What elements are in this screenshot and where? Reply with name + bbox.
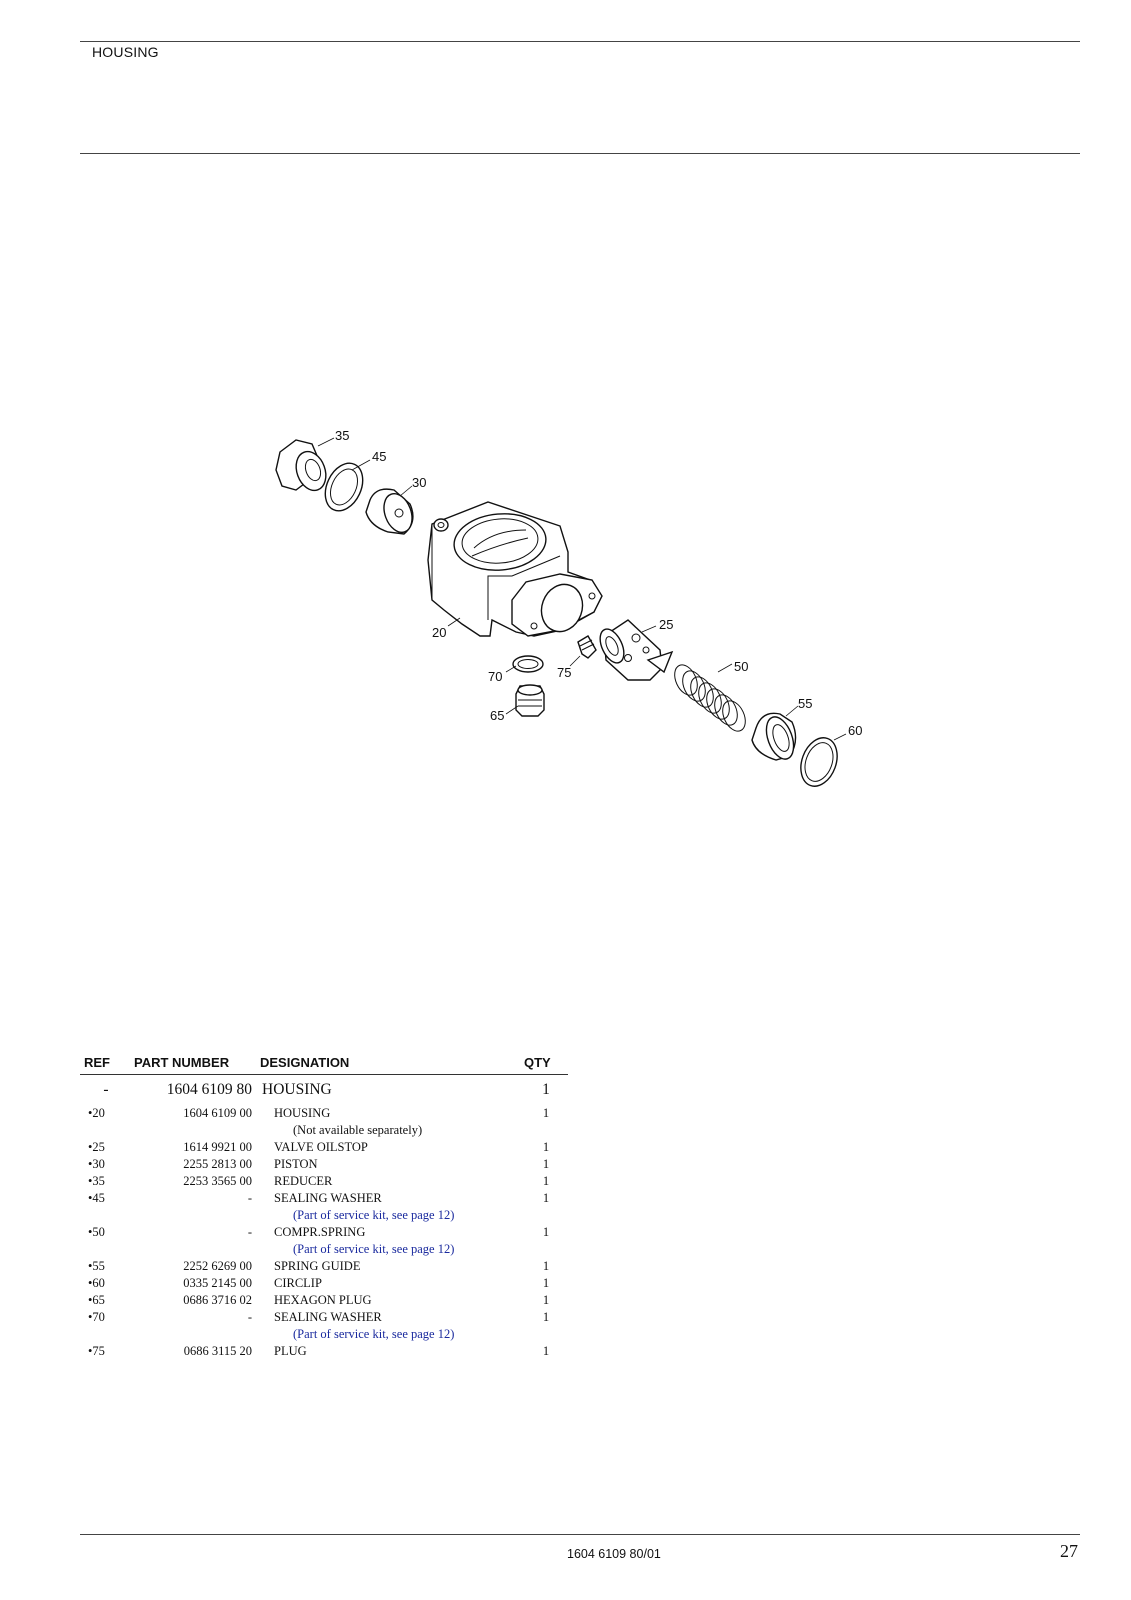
part-housing	[428, 502, 602, 637]
callout-70: 70	[488, 669, 503, 684]
callout-65: 65	[490, 708, 505, 723]
callout-35: 35	[335, 428, 350, 443]
part-circlip	[794, 733, 843, 792]
part-sealing-washer-70	[513, 656, 543, 672]
service-kit-link[interactable]: (Part of service kit, see page 12)	[293, 1327, 455, 1341]
part-hexagon-plug	[516, 685, 544, 716]
table-row: •75 0686 3115 20 PLUG 1	[88, 1344, 550, 1358]
callout-25: 25	[659, 617, 674, 632]
table-row: •35 2253 3565 00 REDUCER 1	[88, 1174, 550, 1188]
table-row: •45 - SEALING WASHER 1	[88, 1191, 550, 1205]
table-row-main-assembly: - 1604 6109 80 HOUSING 1	[103, 1081, 550, 1098]
table-row: •50 - COMPR.SPRING 1	[88, 1225, 550, 1239]
table-row: •60 0335 2145 00 CIRCLIP 1	[88, 1276, 550, 1290]
table-header-row	[80, 1055, 568, 1075]
table-row-note	[80, 1241, 568, 1258]
callout-45: 45	[372, 449, 387, 464]
table-row: •20 1604 6109 00 HOUSING 1	[88, 1106, 550, 1120]
callout-75: 75	[557, 665, 572, 680]
callout-55: 55	[798, 696, 813, 711]
column-header-ref: REF	[80, 1055, 132, 1075]
part-reducer	[276, 440, 331, 495]
part-spring-guide	[752, 713, 799, 763]
footer-rule	[80, 1534, 1080, 1535]
service-kit-link[interactable]: (Part of service kit, see page 12)	[293, 1208, 455, 1222]
part-plug	[578, 636, 596, 658]
table-row: •65 0686 3716 02 HEXAGON PLUG 1	[88, 1293, 550, 1307]
table-row-note	[80, 1326, 568, 1343]
callout-60: 60	[848, 723, 863, 738]
document-code: 1604 6109 80/01	[567, 1547, 661, 1561]
table-row: •25 1614 9921 00 VALVE OILSTOP 1	[88, 1140, 550, 1154]
part-piston	[366, 489, 417, 536]
part-sealing-washer-45	[318, 457, 370, 517]
callout-20: 20	[432, 625, 447, 640]
column-header-qty: QTY	[524, 1055, 568, 1075]
column-header-part-number: PART NUMBER	[132, 1055, 260, 1075]
table-row-note	[80, 1122, 568, 1139]
table-row: •70 - SEALING WASHER 1	[88, 1310, 550, 1324]
section-title: HOUSING	[92, 44, 159, 60]
service-kit-link[interactable]: (Part of service kit, see page 12)	[293, 1242, 455, 1256]
page-number: 27	[1060, 1541, 1078, 1561]
table-row: •30 2255 2813 00 PISTON 1	[88, 1157, 550, 1171]
table-row-note	[80, 1207, 568, 1224]
table-row: •55 2252 6269 00 SPRING GUIDE 1	[88, 1259, 550, 1273]
callout-30: 30	[412, 475, 427, 490]
column-header-designation: DESIGNATION	[260, 1055, 524, 1075]
parts-table	[80, 1055, 568, 1360]
row-note: (Not available separately)	[293, 1123, 423, 1137]
callout-50: 50	[734, 659, 749, 674]
